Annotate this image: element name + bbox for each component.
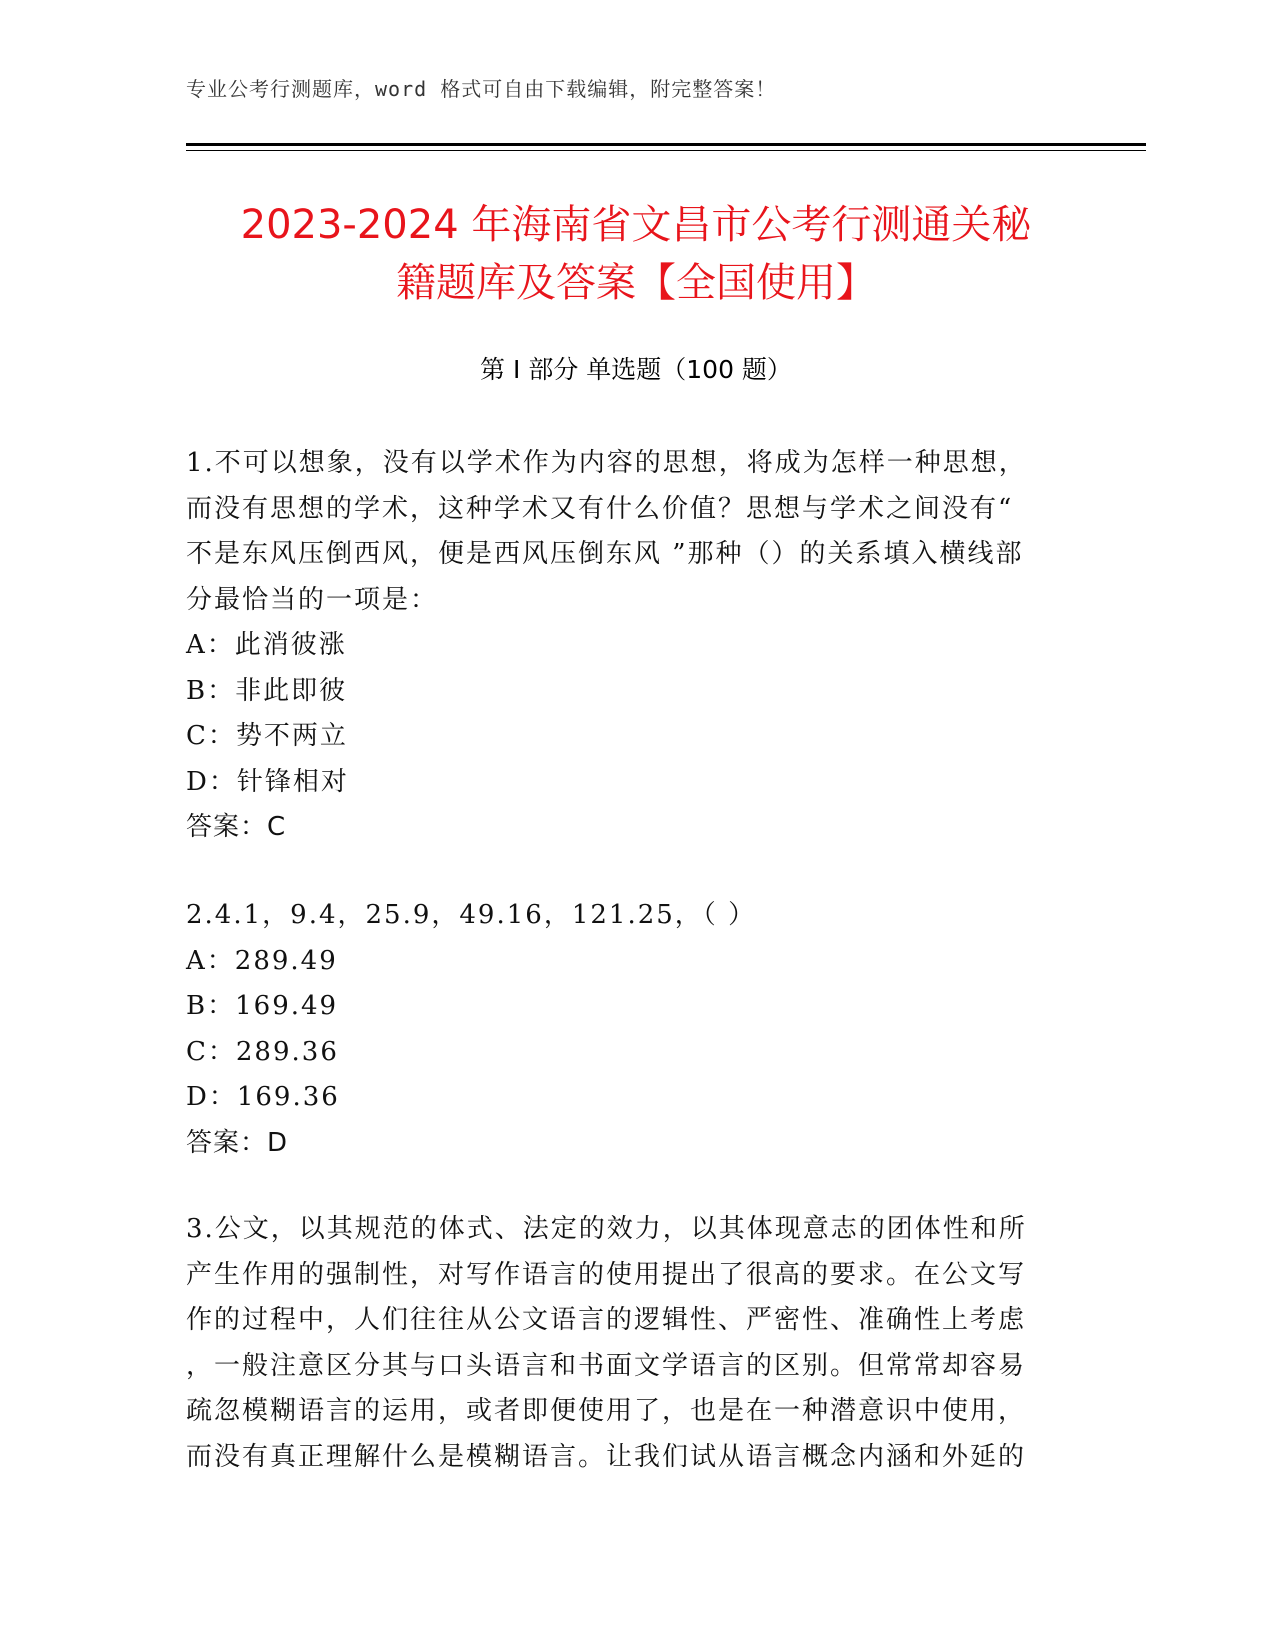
option-d: D：169.36 bbox=[186, 1082, 340, 1112]
document-title-line: 籍题库及答案【全国使用】 bbox=[396, 260, 876, 306]
question-stem-line: 不是东风压倒西风，便是西风压倒东风 ”那种（）的关系填入横线部 bbox=[186, 539, 1024, 569]
option-c: C：势不两立 bbox=[186, 721, 348, 751]
answer-line: 答案：C bbox=[186, 812, 287, 842]
question-stem-line: 疏忽模糊语言的运用，或者即便使用了，也是在一种潜意识中使用， bbox=[186, 1396, 1027, 1426]
section-title: 第 I 部分 单选题（100 题） bbox=[480, 355, 792, 384]
question-stem-line: 作的过程中，人们往往从公文语言的逻辑性、严密性、准确性上考虑 bbox=[186, 1305, 1027, 1335]
option-d: D：针锋相对 bbox=[186, 766, 349, 797]
question-stem-line: 而没有思想的学术，这种学术又有什么价值？思想与学术之间没有“ bbox=[186, 493, 1014, 524]
question-stem-line: ，一般注意区分其与口头语言和书面文学语言的区别。但常常却容易 bbox=[186, 1350, 1027, 1381]
question-1 bbox=[186, 441, 1066, 851]
header-note: 专业公考行测题库，word 格式可自由下载编辑，附完整答案！ bbox=[186, 77, 777, 101]
option-b: B：非此即彼 bbox=[186, 675, 348, 706]
header-divider-thick bbox=[186, 143, 1146, 146]
option-c: C：289.36 bbox=[186, 1036, 339, 1067]
question-stem-line: 产生作用的强制性，对写作语言的使用提出了很高的要求。在公文写 bbox=[186, 1259, 1027, 1290]
document-title bbox=[186, 196, 1086, 312]
answer-line: 答案：D bbox=[186, 1127, 289, 1158]
option-a: A：此消彼涨 bbox=[186, 630, 347, 660]
question-2 bbox=[186, 893, 1066, 1166]
document-title-line: 2023-2024 年海南省文昌市公考行测通关秘 bbox=[240, 202, 1032, 248]
question-stem-line: 而没有真正理解什么是模糊语言。让我们试从语言概念内涵和外延的 bbox=[186, 1441, 1027, 1472]
option-b: B：169.49 bbox=[186, 991, 339, 1021]
option-a: A：289.49 bbox=[186, 945, 338, 976]
question-stem-line: 1.不可以想象，没有以学术作为内容的思想，将成为怎样一种思想， bbox=[186, 448, 1027, 478]
question-stem-line: 2.4.1，9.4，25.9，49.16，121.25，（ ） bbox=[186, 900, 757, 930]
question-3 bbox=[186, 1207, 1066, 1480]
question-stem-line: 分最恰当的一项是： bbox=[186, 584, 439, 615]
question-stem-line: 3.公文，以其规范的体式、法定的效力，以其体现意志的团体性和所 bbox=[186, 1214, 1027, 1244]
header-divider-thin bbox=[186, 150, 1146, 151]
